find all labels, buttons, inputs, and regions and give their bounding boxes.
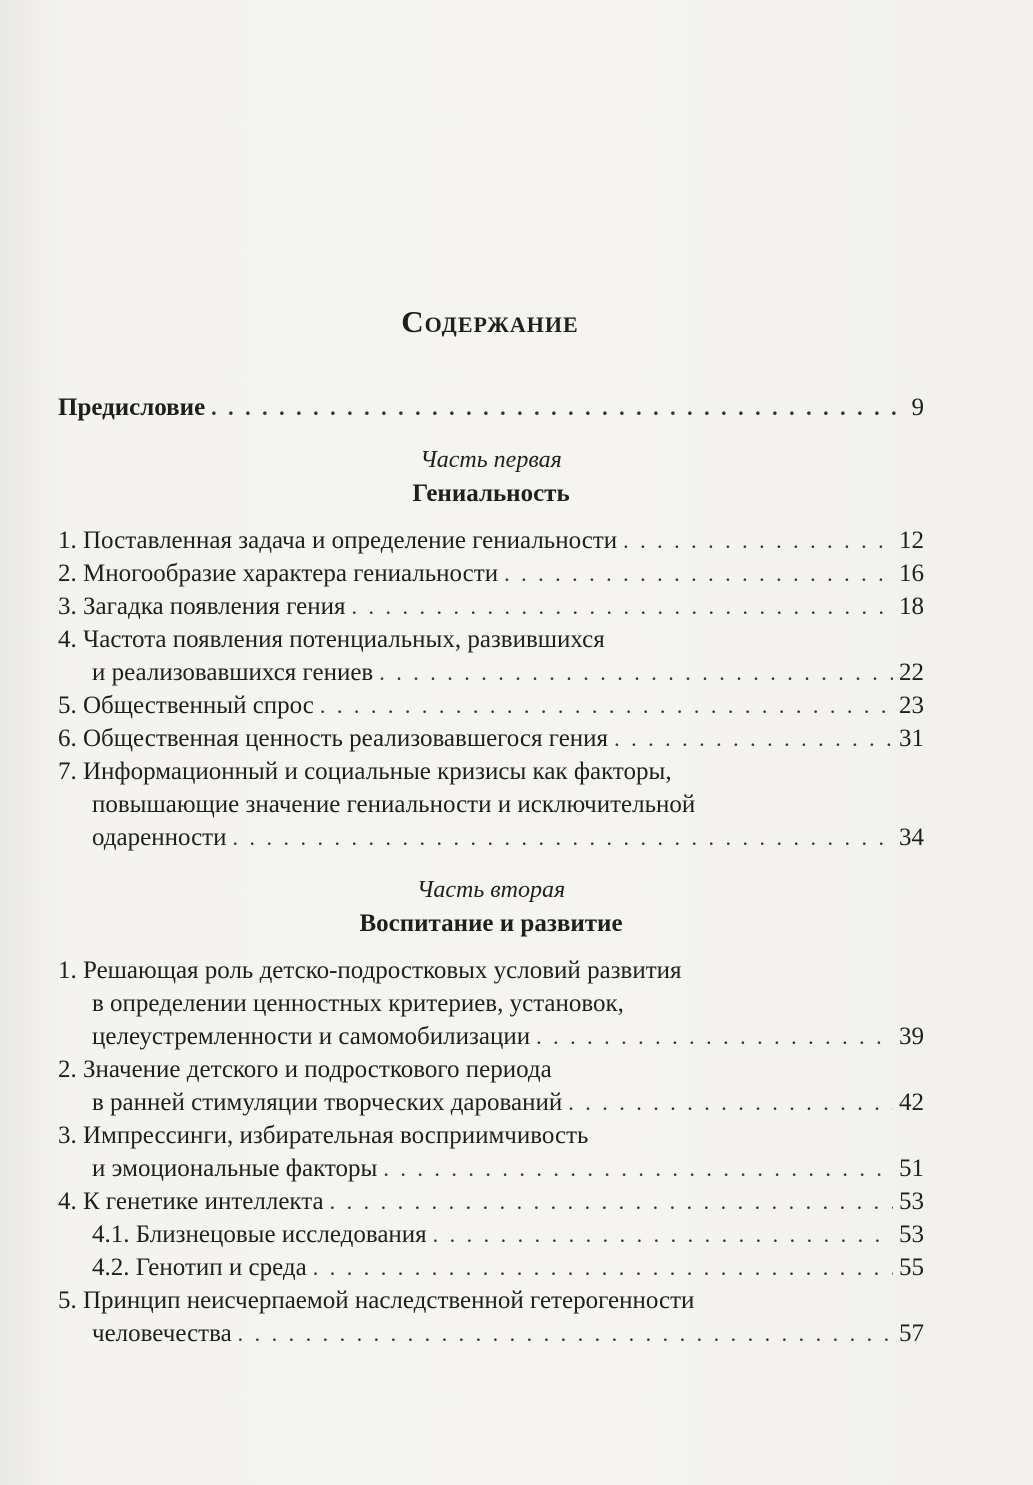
dot-leader bbox=[504, 557, 893, 590]
toc-subentry bbox=[58, 1218, 924, 1251]
part-heading: Часть вторая bbox=[416, 877, 566, 903]
dot-leader bbox=[330, 1185, 893, 1218]
toc-entry-label: и эмоциональные факторы bbox=[92, 1155, 378, 1182]
toc-page-number: 51 bbox=[899, 1155, 924, 1182]
dot-leader bbox=[383, 1152, 893, 1185]
dot-leader bbox=[379, 656, 893, 689]
part-title: Воспитание и развитие bbox=[359, 910, 623, 937]
toc-entry-label: 4. Частота появления потенциальных, развившихся bbox=[58, 626, 605, 653]
toc-entry-label: и реализовавшихся гениев bbox=[92, 659, 374, 686]
toc-entry bbox=[58, 954, 924, 1053]
dot-leader bbox=[352, 590, 893, 623]
toc-page-number: 22 bbox=[899, 659, 924, 686]
dot-leader bbox=[536, 1020, 893, 1053]
dot-leader bbox=[211, 391, 905, 424]
toc-entry bbox=[58, 623, 924, 689]
toc-entry-preface bbox=[58, 391, 924, 424]
part-title: Гениальность bbox=[412, 480, 570, 507]
toc-page-number: 42 bbox=[899, 1089, 924, 1116]
part-heading: Часть первая bbox=[420, 447, 562, 473]
toc-page-number: 23 bbox=[899, 692, 924, 719]
toc-entry-label: 4.1. Близнецовые исследования bbox=[92, 1221, 427, 1248]
toc-subentry bbox=[58, 1251, 924, 1284]
toc-entry-label: в определении ценностных критериев, установок, bbox=[92, 990, 624, 1017]
toc-page-number: 57 bbox=[899, 1320, 924, 1347]
dot-leader bbox=[320, 689, 893, 722]
toc-page-number: 18 bbox=[899, 593, 924, 620]
toc-entry-label: целеустремленности и самомобилизации bbox=[92, 1023, 531, 1050]
toc-entry bbox=[58, 1185, 924, 1218]
dot-leader bbox=[568, 1086, 893, 1119]
dot-leader bbox=[614, 722, 893, 755]
dot-leader bbox=[433, 1218, 893, 1251]
toc-entry-label: в ранней стимуляции творческих дарований bbox=[92, 1089, 563, 1116]
dot-leader bbox=[623, 524, 893, 557]
dot-leader bbox=[238, 1317, 893, 1350]
toc-entry-label: 7. Информационный и социальные кризисы как факторы, bbox=[58, 758, 672, 785]
toc-page-number: 53 bbox=[899, 1188, 924, 1215]
toc-page-number: 9 bbox=[911, 394, 924, 421]
toc-entry-label: 1. Решающая роль детско-подростковых условий развития bbox=[58, 957, 682, 984]
toc-entry bbox=[58, 590, 924, 623]
toc-entry-label: 4. К генетике интеллекта bbox=[58, 1188, 324, 1215]
toc-page-number: 55 bbox=[899, 1254, 924, 1281]
toc-page-number: 31 bbox=[899, 725, 924, 752]
toc-entry-label: 3. Импрессинги, избирательная восприимчивость bbox=[58, 1122, 589, 1149]
toc-entry bbox=[58, 557, 924, 590]
toc-entry bbox=[58, 722, 924, 755]
toc-entry-label: 2. Значение детского и подросткового периода bbox=[58, 1056, 552, 1083]
toc-entry-label: одаренности bbox=[92, 824, 227, 851]
table-of-contents bbox=[58, 391, 924, 1350]
toc-page-number: 39 bbox=[899, 1023, 924, 1050]
toc-page-number: 53 bbox=[899, 1221, 924, 1248]
toc-entry-label: 4.2. Генотип и среда bbox=[92, 1254, 307, 1281]
page-title: Содержание bbox=[401, 304, 579, 339]
toc-page-number: 16 bbox=[899, 560, 924, 587]
toc-entry-label: 5. Общественный спрос bbox=[58, 692, 314, 719]
toc-entry-label: 2. Многообразие характера гениальности bbox=[58, 560, 499, 587]
toc-entry-label: Предисловие bbox=[58, 394, 206, 421]
toc-entry-label: 6. Общественная ценность реализовавшегося гения bbox=[58, 725, 609, 752]
toc-page-number: 12 bbox=[899, 527, 924, 554]
toc-entry bbox=[58, 1119, 924, 1185]
toc-entry-label: повышающие значение гениальности и исключительной bbox=[92, 791, 696, 818]
toc-entry-label: человечества bbox=[92, 1320, 232, 1347]
toc-entry bbox=[58, 689, 924, 722]
toc-entry-label: 3. Загадка появления гения bbox=[58, 593, 346, 620]
dot-leader bbox=[313, 1251, 893, 1284]
toc-entry bbox=[58, 1284, 924, 1350]
toc-page-number: 34 bbox=[899, 824, 924, 851]
toc-entry-label: 5. Принцип неисчерпаемой наследственной гетерогенности bbox=[58, 1287, 695, 1314]
toc-entry-label: 1. Поставленная задача и определение гениальности bbox=[58, 527, 618, 554]
toc-entry bbox=[58, 755, 924, 854]
toc-entry bbox=[58, 524, 924, 557]
dot-leader bbox=[232, 821, 893, 854]
toc-entry bbox=[58, 1053, 924, 1119]
